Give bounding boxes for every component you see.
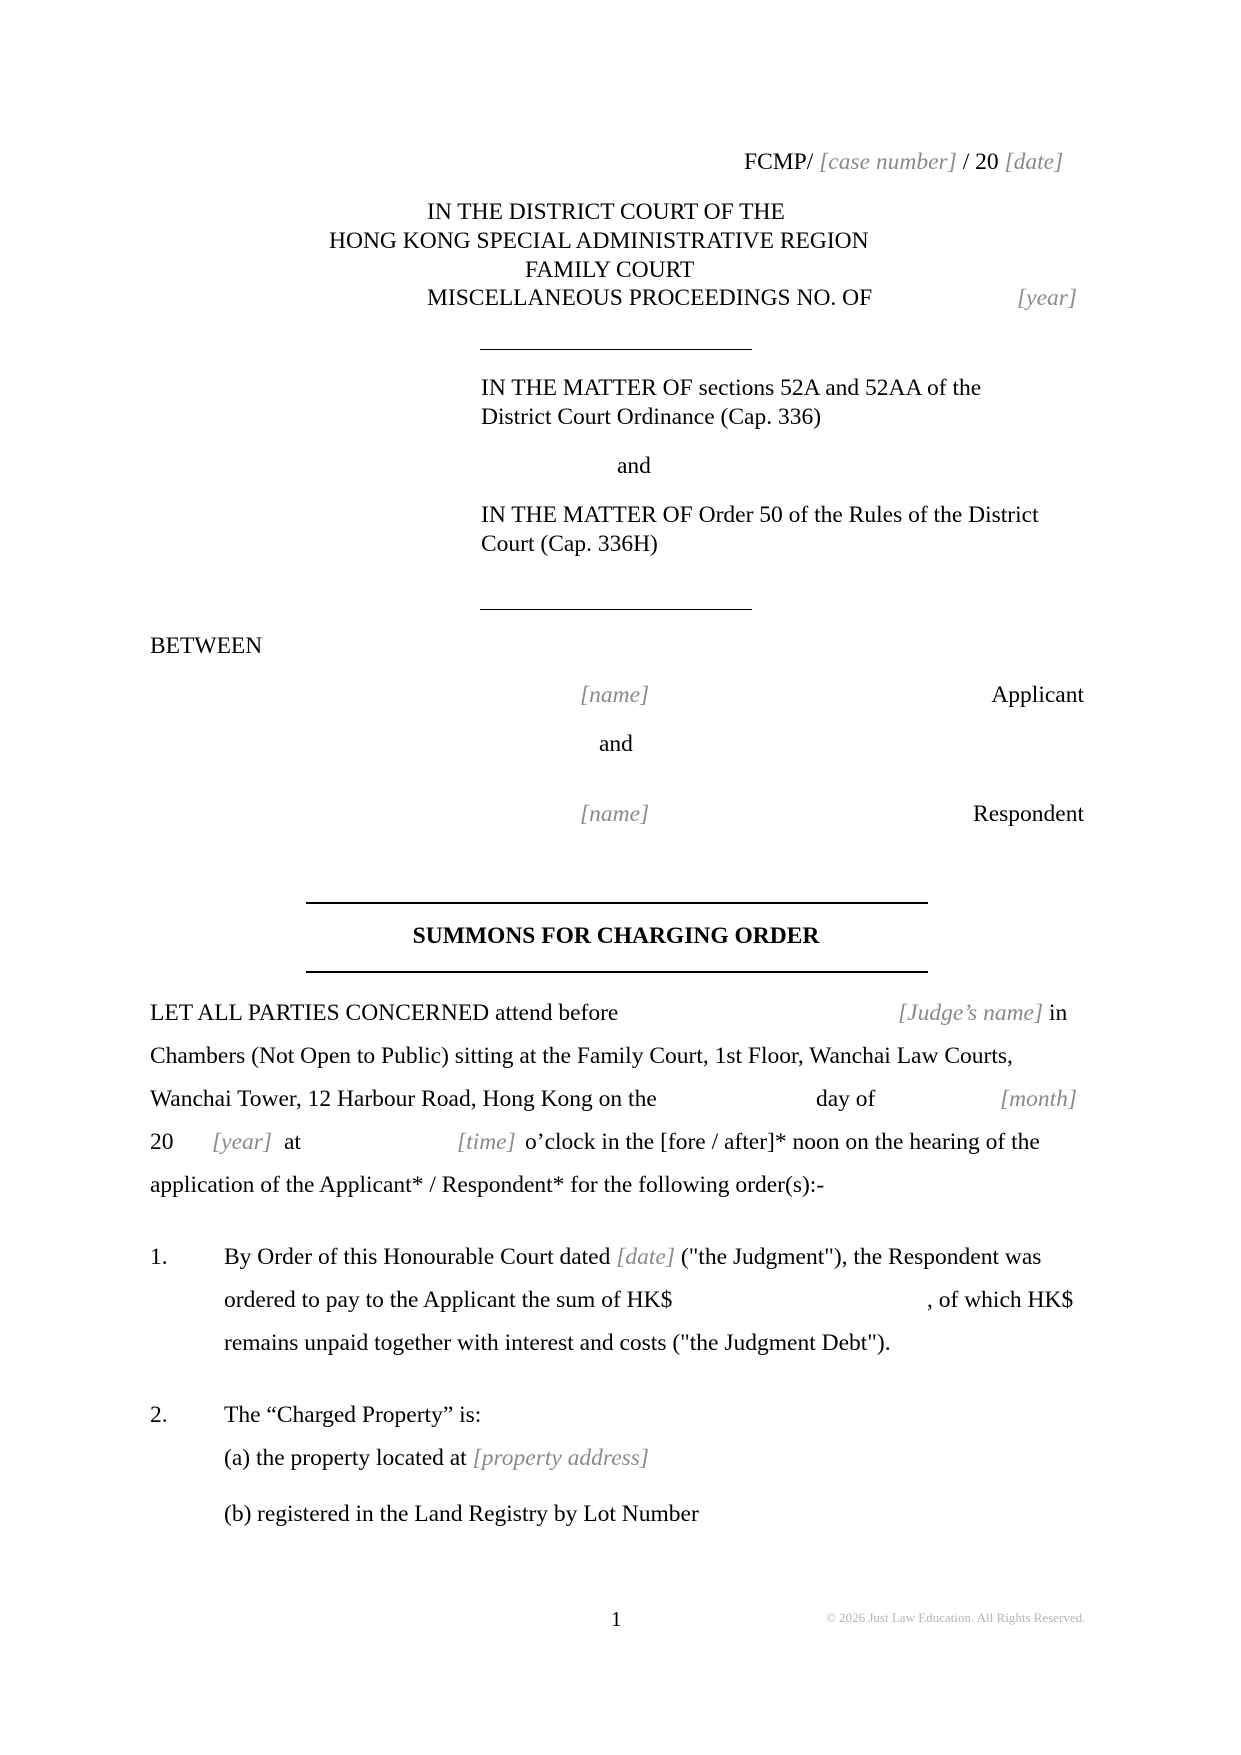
item2-sub-a: [224, 1444, 649, 1472]
case-prefix: FCMP/: [744, 149, 814, 175]
item1-line1-tail: ("the Judgment"), the Respondent was: [680, 1244, 1042, 1270]
month-placeholder: [month]: [1000, 1086, 1078, 1112]
item1-line1: [224, 1243, 1041, 1271]
parties-and: and: [599, 731, 633, 757]
body-line4-at: at: [284, 1129, 301, 1155]
item2-sub-b-label: (b): [224, 1501, 252, 1527]
between-label: BETWEEN: [150, 633, 263, 659]
item1-line2-tail: , of which HK$: [927, 1287, 1074, 1313]
case-reference: [744, 148, 1063, 176]
applicant-role: Applicant: [991, 682, 1084, 708]
applicant-name-placeholder: [name]: [580, 682, 650, 708]
item2-line1: The “Charged Property” is:: [224, 1402, 482, 1428]
item2-number: 2.: [150, 1402, 168, 1428]
case-year-sep: / 20: [962, 149, 999, 175]
property-address-placeholder: [property address]: [472, 1445, 650, 1471]
case-date-placeholder: [date]: [1004, 149, 1064, 175]
proceedings-year-placeholder: [year]: [1017, 285, 1078, 311]
body-line1-in: in: [1049, 1000, 1068, 1026]
matter-second-line2: Court (Cap. 336H): [481, 531, 658, 557]
body-line3: Wanchai Tower, 12 Harbour Road, Hong Kong on the: [150, 1086, 657, 1112]
document-title: SUMMONS FOR CHARGING ORDER: [412, 923, 820, 949]
heading-divider-1: [480, 349, 752, 350]
court-heading-line3: FAMILY COURT: [525, 257, 695, 283]
order-date-placeholder: [date]: [616, 1244, 675, 1270]
court-heading-line4: MISCELLANEOUS PROCEEDINGS NO. OF: [427, 285, 873, 311]
item2-sub-b-text: registered in the Land Registry by Lot Number: [257, 1501, 699, 1527]
page-number: 1: [611, 1607, 622, 1631]
item1-line3: remains unpaid together with interest and costs ("the Judgment Debt").: [224, 1330, 891, 1356]
body-line4-rest: o’clock in the [fore / after]* noon on the hearing of the: [525, 1129, 1040, 1155]
body-line1: [150, 999, 618, 1027]
item1-line2: ordered to pay to the Applicant the sum of HK$: [224, 1287, 673, 1313]
item1-number: 1.: [150, 1244, 168, 1270]
court-heading-line1: IN THE DISTRICT COURT OF THE: [427, 199, 785, 225]
court-heading-line2: HONG KONG SPECIAL ADMINISTRATIVE REGION: [329, 228, 869, 254]
item2-sub-a-label: (a) the property located at: [224, 1445, 467, 1471]
heading-divider-2: [480, 609, 752, 610]
body-line4-20: 20: [150, 1129, 174, 1155]
item1-line1-text: By Order of this Honourable Court dated: [224, 1244, 611, 1270]
body-line5: application of the Applicant* / Respondent* for the following order(s):-: [150, 1172, 825, 1198]
title-rule-top: [306, 902, 928, 904]
matter-and: and: [617, 453, 651, 479]
respondent-name-placeholder: [name]: [580, 801, 650, 827]
matter-first-line2: District Court Ordinance (Cap. 336): [481, 404, 822, 430]
case-number-placeholder: [case number]: [819, 149, 957, 175]
title-rule-bottom: [306, 971, 928, 973]
body-line3-day-of: day of: [816, 1086, 876, 1112]
judge-name-placeholder: [Judge’s name]: [898, 1000, 1044, 1026]
copyright-notice: © 2026 Just Law Education. All Rights Reserved.: [826, 1610, 1086, 1625]
time-placeholder: [time]: [457, 1129, 516, 1155]
matter-first-line1: IN THE MATTER OF sections 52A and 52AA of the: [481, 375, 982, 401]
body-line1-text: LET ALL PARTIES CONCERNED attend before: [150, 1000, 619, 1026]
body-line2: Chambers (Not Open to Public) sitting at the Family Court, 1st Floor, Wanchai Law Courts,: [150, 1043, 1013, 1069]
matter-second-line1: IN THE MATTER OF Order 50 of the Rules of the District: [481, 502, 1039, 528]
body-line1-right: [898, 999, 1067, 1027]
respondent-role: Respondent: [973, 801, 1084, 827]
hearing-year-placeholder: [year]: [212, 1129, 273, 1155]
